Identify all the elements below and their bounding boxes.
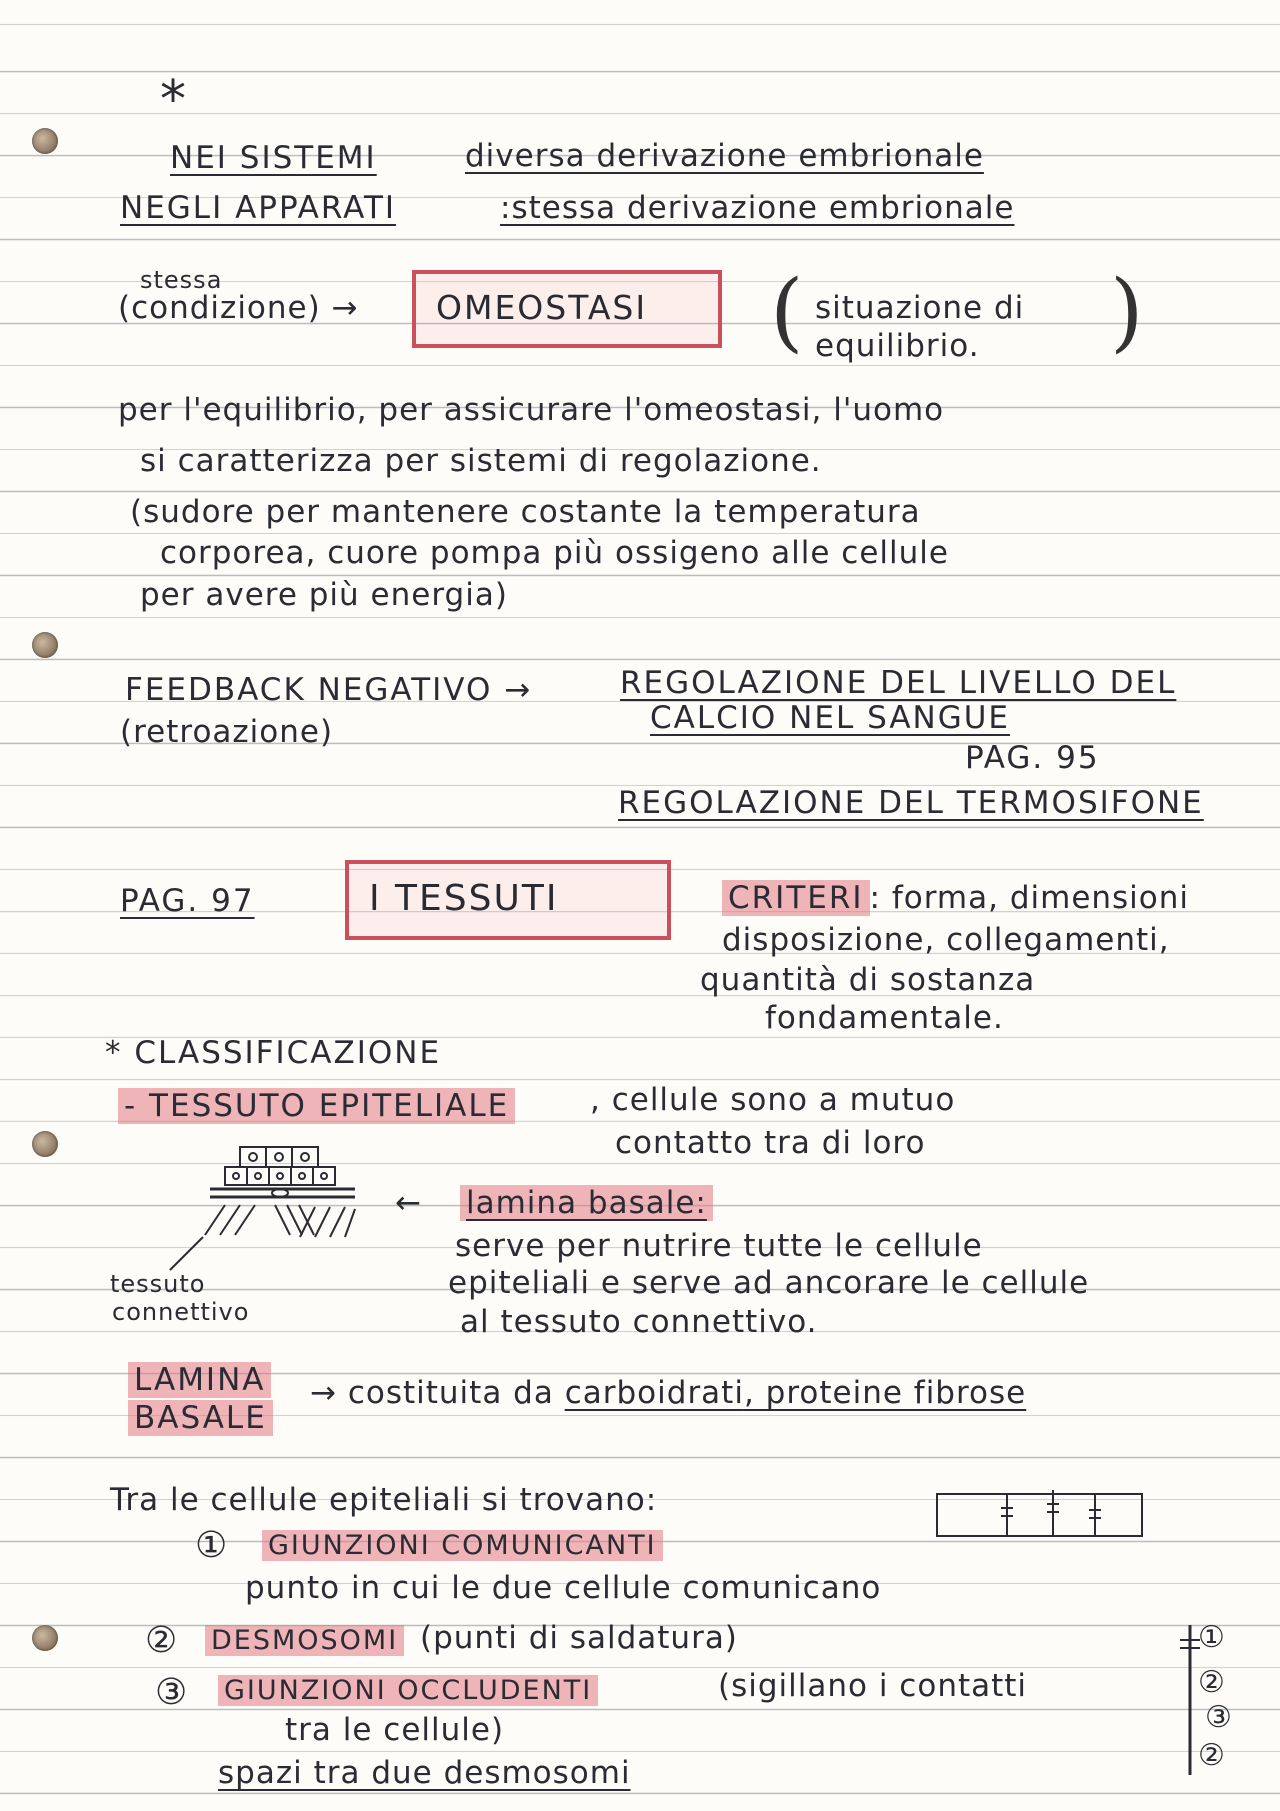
costituita-line bbox=[310, 1375, 1026, 1411]
spazi-text: spazi tra due desmosomi bbox=[218, 1755, 631, 1791]
criteri-line-4: fondamentale. bbox=[765, 1000, 1004, 1036]
feedback-label: FEEDBACK NEGATIVO → bbox=[125, 672, 533, 708]
regolazione-line-2: CALCIO NEL SANGUE bbox=[650, 700, 1011, 736]
para1-line-3: (sudore per mantenere costante la temperatura bbox=[130, 494, 921, 530]
side-label-2: ② bbox=[1198, 1665, 1226, 1700]
binder-hole-4 bbox=[32, 1625, 58, 1651]
binder-hole-2 bbox=[32, 632, 58, 658]
omeostasi-box bbox=[412, 270, 722, 348]
condizione-label: (condizione) → bbox=[118, 290, 359, 326]
lamina-basale-label: lamina basale: bbox=[460, 1185, 713, 1221]
epiteliale-text-1: , cellule sono a mutuo bbox=[590, 1082, 956, 1118]
situazione-paren-left: ( bbox=[770, 262, 804, 362]
para1-line-2: si caratterizza per sistemi di regolazione. bbox=[140, 443, 822, 479]
criteri-line-3: quantità di sostanza bbox=[700, 962, 1036, 998]
situazione-line-1: situazione di bbox=[815, 290, 1025, 326]
desmosomi-label: DESMOSOMI bbox=[205, 1625, 404, 1656]
giunzioni-occludenti-label: GIUNZIONI OCCLUDENTI bbox=[218, 1675, 598, 1706]
lamina-caps-1: LAMINA bbox=[128, 1362, 271, 1398]
classificazione-heading: * CLASSIFICAZIONE bbox=[105, 1035, 442, 1071]
lamina-text-1: serve per nutrire tutte le cellule bbox=[455, 1228, 983, 1264]
side-label-4: ② bbox=[1198, 1738, 1226, 1773]
tessuti-box bbox=[345, 860, 671, 940]
regolazione-line-1: REGOLAZIONE DEL LIVELLO DEL bbox=[620, 665, 1177, 701]
omeostasi-title: OMEOSTASI bbox=[436, 288, 648, 327]
retroazione-label: (retroazione) bbox=[120, 714, 334, 750]
side-label-3: ③ bbox=[1205, 1700, 1233, 1735]
number-1: ① bbox=[195, 1525, 229, 1566]
stessa-label: stessa bbox=[140, 266, 223, 294]
pag97-label: PAG. 97 bbox=[120, 883, 255, 919]
desmosomi-text: (punti di saldatura) bbox=[420, 1620, 738, 1656]
criteri-label: CRITERI bbox=[722, 880, 870, 916]
situazione-line-2: equilibrio. bbox=[815, 328, 980, 364]
para1-line-4: corporea, cuore pompa più ossigeno alle cellule bbox=[160, 535, 949, 571]
number-3: ③ bbox=[155, 1672, 189, 1713]
giunzioni-occludenti-text-2: tra le cellule) bbox=[285, 1712, 505, 1748]
criteri-line-1 bbox=[722, 880, 1189, 916]
lamina-caps-2: BASALE bbox=[128, 1400, 273, 1436]
tessuto-connettivo-1: tessuto bbox=[110, 1270, 206, 1298]
para1-line-5: per avere più energia) bbox=[140, 577, 508, 613]
tessuti-title: I TESSUTI bbox=[369, 878, 559, 919]
sistemi-text: diversa derivazione embrionale bbox=[465, 138, 984, 174]
tra-cellule-heading: Tra le cellule epiteliali si trovano: bbox=[110, 1482, 658, 1518]
costituita-text: → costituita da bbox=[310, 1375, 554, 1411]
tessuto-epiteliale-label: - TESSUTO EPITELIALE bbox=[118, 1088, 515, 1124]
cell-junctions-sketch bbox=[935, 1488, 1145, 1543]
lamina-arrow: ← bbox=[395, 1185, 422, 1221]
giunzioni-comunicanti-text: punto in cui le due cellule comunicano bbox=[245, 1570, 882, 1606]
situazione-paren-right: ) bbox=[1110, 262, 1144, 362]
number-2: ② bbox=[145, 1620, 179, 1661]
lamina-text-3: al tessuto connettivo. bbox=[460, 1304, 818, 1340]
carboidrati-text: carboidrati bbox=[564, 1375, 744, 1411]
epiteliale-text-2: contatto tra di loro bbox=[615, 1125, 926, 1161]
giunzioni-occludenti-text: (sigillano i contatti bbox=[718, 1668, 1028, 1704]
tessuto-connettivo-2: connettivo bbox=[112, 1298, 250, 1326]
sistemi-label: NEI SISTEMI bbox=[170, 140, 377, 176]
proteine-text: , proteine fibrose bbox=[743, 1375, 1027, 1411]
lamina-text-2: epiteliali e serve ad ancorare le cellule bbox=[448, 1265, 1090, 1301]
giunzioni-comunicanti-label: GIUNZIONI COMUNICANTI bbox=[262, 1530, 663, 1561]
criteri-text-1: : forma, dimensioni bbox=[869, 880, 1190, 916]
side-label-1: ① bbox=[1198, 1620, 1226, 1655]
pag95-label: PAG. 95 bbox=[965, 740, 1100, 776]
apparati-text: :stessa derivazione embrionale bbox=[500, 190, 1015, 226]
criteri-line-2: disposizione, collegamenti, bbox=[722, 922, 1170, 958]
binder-hole-3 bbox=[32, 1131, 58, 1157]
termosifone-label: REGOLAZIONE DEL TERMOSIFONE bbox=[618, 785, 1204, 821]
epithelium-sketch bbox=[205, 1145, 375, 1285]
binder-hole-1 bbox=[32, 128, 58, 154]
para1-line-1: per l'equilibrio, per assicurare l'omeostasi, l'uomo bbox=[118, 392, 945, 428]
star-mark: * bbox=[160, 70, 187, 130]
apparati-label: NEGLI APPARATI bbox=[120, 190, 397, 226]
